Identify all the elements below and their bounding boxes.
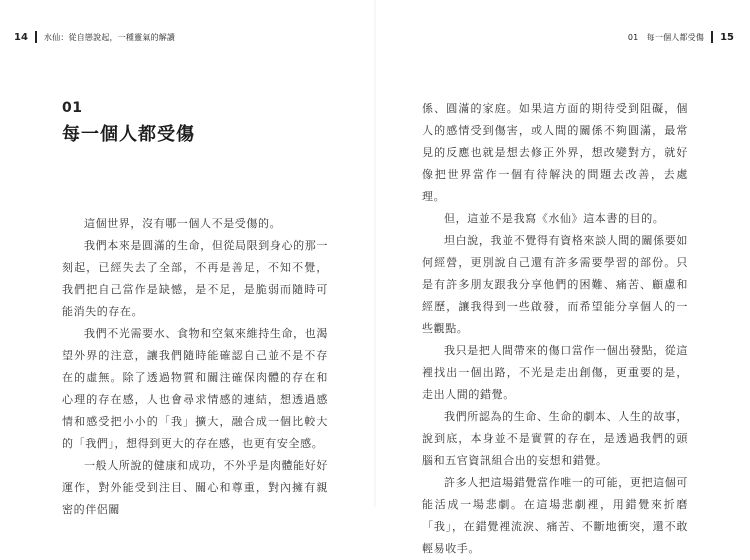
right-page-number: 15	[720, 31, 734, 43]
right-body-text	[422, 98, 688, 560]
left-page	[0, 0, 375, 516]
right-running-head: 01 每一個人都受傷	[627, 32, 705, 42]
paragraph: 我們所認為的生命、生命的劇本、人生的故事，說到底，本身並不是實質的存在，是透過我們的頭腦和五官資訊組合出的妄想和錯覺。	[422, 410, 688, 467]
paragraph: 許多人把這場錯覺當作唯一的可能，更把這個可能活成一場悲劇。在這場悲劇裡，用錯覺來折磨「我」，在錯覺裡流淚、痛苦、不斷地衝突，還不敢輕易收手。	[422, 476, 688, 555]
left-page-header	[14, 30, 175, 44]
header-divider-bar	[35, 31, 37, 43]
paragraph: 我只是把人間帶來的傷口當作一個出發點，從這裡找出一個出路，不光是走出創傷，更重要的是，走出人間的錯覺。	[422, 344, 688, 401]
right-page-header	[628, 30, 734, 44]
chapter-number: 01	[62, 100, 83, 116]
chapter-title: 每一個人都受傷	[62, 124, 195, 145]
paragraph: 我們不光需要水、食物和空氣來維持生命，也渴望外界的注意，讓我們隨時能確認自己並不是不存在的虛無。除了透過物質和關注確保肉體的存在和心理的存在感，人也會尋求情感的連結，想透過感情和感受把小小的「我」擴大，融合成一個比較大的「我們」，想得到更大的存在感，也更有安全感。	[62, 327, 328, 450]
paragraph: 坦白說，我並不覺得有資格來談人間的關係要如何經營，更別說自己還有許多需要學習的部份。只是有許多朋友跟我分享他們的困難、痛苦、顧慮和經歷，讓我得到一些啟發，而希望能分享個人的一些觀點。	[422, 234, 688, 335]
left-page-number: 14	[14, 31, 28, 43]
left-running-head: 水仙：從自戀說起，一種靈氣的解讀	[43, 32, 176, 42]
right-page	[375, 0, 750, 555]
paragraph: 我們本來是圓滿的生命，但從局限到身心的那一刻起，已經失去了全部，不再是善足，不知不覺，我們把自己當作是缺憾，是不足，是脆弱而隨時可能消失的存在。	[62, 239, 328, 318]
left-body-text	[62, 213, 328, 521]
paragraph: 但，這並不是我寫《水仙》這本書的目的。	[444, 212, 665, 225]
header-divider-bar	[711, 31, 713, 43]
paragraph: 一般人所說的健康和成功，不外乎是肉體能好好運作，對外能受到注目、關心和尊重，對內擁有親密的伴侶關	[62, 459, 328, 516]
paragraph: 這個世界，沒有哪一個人不是受傷的。	[84, 217, 282, 230]
paragraph: 係、圓滿的家庭。如果這方面的期待受到阻礙，個人的感情受到傷害，或人間的關係不夠圓滿，最常見的反應也就是想去修正外界，想改變對方，就好像把世界當作一個有待解決的問題去改善，去處理。	[422, 102, 688, 203]
